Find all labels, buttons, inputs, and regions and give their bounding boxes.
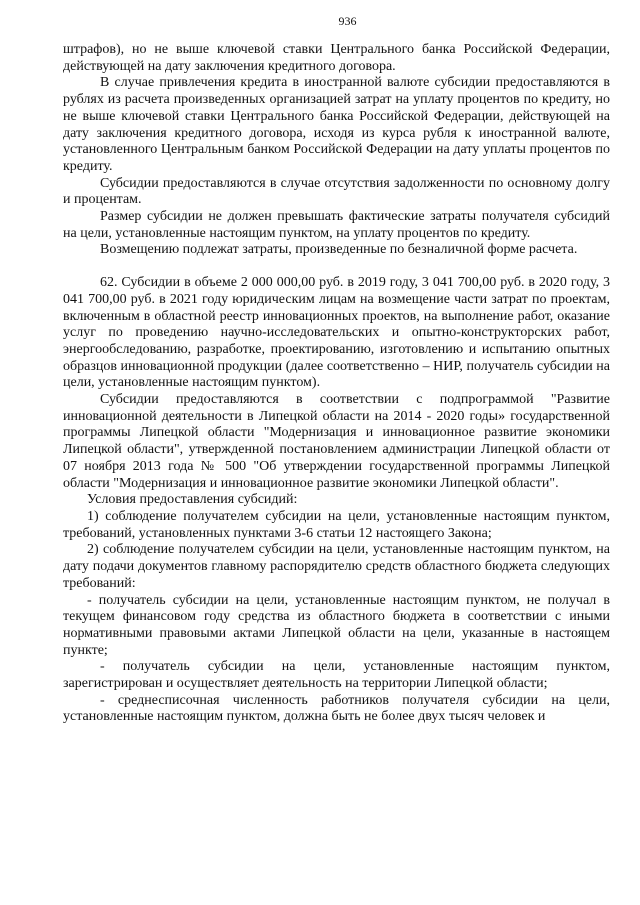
paragraph-subsidy-size: Размер субсидии не должен превышать фактические затраты получателя субсидий на цели, установленные настоящим пунктом, на уплату процентов по кредиту.: [63, 209, 610, 241]
paragraph-conditions-heading: Условия предоставления субсидий:: [87, 492, 298, 508]
paragraph-no-debt: Субсидии предоставляются в случае отсутствия задолженности по основному долгу и процентам.: [63, 175, 610, 208]
paragraph-foreign-currency: В случае привлечения кредита в иностранной валюте субсидии предоставляются в рублях из расчета произведенных организацией затрат на уплату процентов по кредиту, но не выше ключевой ставки Центрального банка Российской Федерации, действующей на дату заключения кредитного договора, исходя из курса рубля к иностранной валюте, установленного Центральным банком Российской Федерации на дату уплаты процентов по кредиту.: [63, 75, 610, 174]
paragraph-cashless: Возмещению подлежат затраты, произведенные по безналичной форме расчета.: [100, 242, 578, 258]
paragraph-subprogram: Субсидии предоставляются в соответствии с подпрограммой "Развитие инновационной деятельности в Липецкой области на 2014 - 2020 годы» государственной программы Липецкой области "Модернизация и инновационное развитие экономики Липецкой области", утвержденной постановлением администрации Липецкой области от 07 ноября 2013 года № 500 "Об утверждении государственной программы Липецкой области "Модернизация и инновационное развитие экономики Липецкой области".: [63, 392, 610, 491]
paragraph-item-62: 62. Субсидии в объеме 2 000 000,00 руб. в 2019 году, 3 041 700,00 руб. в 2020 году, 3 041 700,00 руб. в 2021 году юридическим лицам на возмещение части затрат по проектам, включенным в областной реестр инновационных проектов, на выполнение работ, оказание услуг по проведению научно-исследовательских и опытно-конструкторских работ, энергообследованию, разработке, проектированию, изготовлению и испытанию опытных образцов инновационной продукции (далее соответственно – НИР, получатель субсидии на цели, установленные настоящим пунктом).: [63, 275, 610, 391]
document-body: [63, 42, 610, 726]
page-number: 936: [338, 14, 357, 28]
paragraph-continuation: штрафов), но не выше ключевой ставки Центрального банка Российской Федерации, действующей на дату заключения кредитного договора.: [63, 42, 610, 74]
paragraph-requirement-registration: - получатель субсидии на цели, установленные настоящим пунктом, зарегистрирован и осуществляет деятельность на территории Липецкой области;: [63, 659, 610, 692]
paragraph-requirement-headcount: - среднесписочная численность работников получателя субсидии на цели, установленные настоящим пунктом, должна быть не более двух тысяч человек и: [63, 692, 610, 725]
paragraph-condition-2: 2) соблюдение получателем субсидии на цели, установленные настоящим пунктом, на дату подачи документов главному распорядителю средств областного бюджета следующих требований:: [63, 542, 610, 591]
paragraph-requirement-funds: - получатель субсидии на цели, установленные настоящим пунктом, не получал в текущем финансовом году средства из областного бюджета в соответствии с иными нормативными правовыми актами Липецкой области на цели, указанные в настоящем пункте;: [63, 592, 610, 658]
paragraph-condition-1: 1) соблюдение получателем субсидии на цели, установленные настоящим пунктом, требований, установленных пунктами 3-6 статьи 12 настоящего Закона;: [63, 508, 610, 541]
paragraph-gap: [63, 259, 610, 275]
